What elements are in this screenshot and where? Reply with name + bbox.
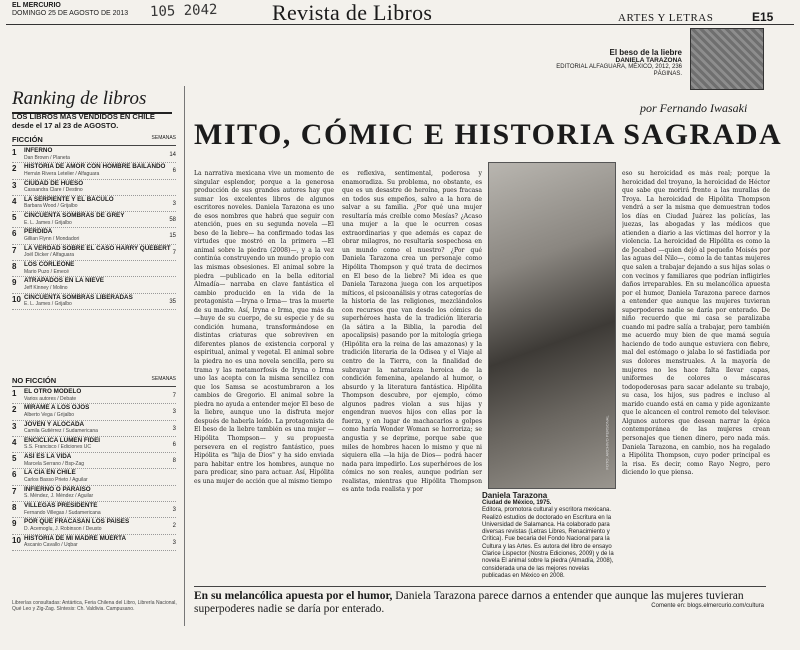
article-column-1: La narrativa mexicana vive un momento de singular esplendor, porque a la generosa producción de sus grandes autores hay que sumar los excelentes libros de algunos escritores noveles. Daniela Tarazona es uno de esos nombres que habrá que seguir con atención, pues en su segunda novela —El beso de la liebre— ha confirmado todas las virtudes que mostró en la primera —El animal sobre la piedra (2008)—, y a la vez continúa construyendo un mundo propio con las mismas obsesiones. El animal sobre la piedra —publicado en la bella editorial Almadía— narraba en clave fantástica el cambio producido en la vida de la protagonista —Iryna o Irma— tras la muerte de su madre. Así, Iryna e Irma, que más da —huye de su cuerpo, de su especie y de su condición humana, transformándose en distintas criaturas que sobreviven en diferentes planos de existencia corporal y espiritual, animal y vegetal. El animal sobre la piedra no es una novela sencilla, pero su trama y las metamorfosis de Iryna o Irma uno las acepta con la misma sencillez con que los Samsa se acostumbraron a los cambios de Gregorio. El animal sobre la piedra no ayuda a entender mejor El beso de la liebre, aunque uno la disfruta mejor después de haberla leído. La protagonista de El beso de la liebre también es una mujer —Hipólita Thompson— y su propuesta persevera en el registro fantástico, pues Hipólita es "hija de Dios" y ha sido enviada para habitar entre los hombres, aunque no para predicar, sino para actuar. Así, Hipólita es una mujer de acción que al mismo tiempo	[194, 170, 334, 485]
fiction-list	[12, 135, 176, 310]
comment-link[interactable]: Comente en: blogs.elmercurio.com/cultura	[651, 603, 764, 609]
page-number: E15	[752, 10, 774, 24]
weeks-count: 2	[172, 523, 176, 530]
ranking-item	[12, 388, 176, 404]
weeks-count: 7	[172, 393, 176, 399]
rank-number: 8	[12, 262, 17, 272]
weeks-count: 3	[172, 539, 176, 546]
weeks-count: 7	[172, 249, 176, 256]
fiction-header	[12, 135, 176, 146]
book-author: Hernán Rivera Letelier / Alfaguara	[24, 170, 100, 177]
ranking-item	[12, 421, 176, 437]
handwritten-note: 105 2042	[149, 1, 218, 21]
book-title: LOS CORLEONE	[24, 261, 75, 269]
weeks-count: 6	[172, 441, 176, 448]
rank-number: 3	[12, 421, 17, 431]
author-photo	[488, 162, 616, 489]
ranking-item	[12, 196, 176, 212]
book-author: S.S. Francisco / Ediciones UC	[24, 444, 91, 451]
rank-number: 5	[12, 454, 17, 464]
rank-number: 1	[12, 389, 17, 398]
book-details: EDITORIAL ALFAGUARA, MÉXICO, 2012, 236 PÁGINAS.	[556, 64, 682, 77]
book-author: S. Méndez, J. Méndez / Aguilar	[24, 493, 94, 500]
rank-number: 9	[12, 519, 17, 529]
book-title: PERDIDA	[24, 228, 53, 236]
weeks-label: SEMANAS	[151, 376, 176, 382]
rank-number: 4	[12, 437, 17, 447]
weeks-count: 3	[172, 200, 176, 207]
ranking-item	[12, 469, 176, 485]
rank-number: 5	[12, 213, 17, 223]
book-title: INFERNO	[24, 147, 53, 154]
nonfiction-header	[12, 376, 176, 387]
issue-date: DOMINGO 25 DE AGOSTO DE 2013	[12, 10, 129, 17]
section-label: ARTES Y LETRAS	[618, 12, 714, 24]
book-author: Jeff Kinney / Molino	[24, 284, 68, 291]
book-title: LA VERDAD SOBRE EL CASO HARRY QUEBERT	[24, 244, 171, 252]
ranking-item	[12, 502, 176, 518]
byline: por Fernando Iwasaki	[640, 101, 748, 115]
rank-number: 6	[12, 229, 17, 239]
ranking-item	[12, 147, 176, 163]
weeks-count: 3	[172, 507, 176, 514]
book-author: Mario Puzo / Emecé	[24, 268, 70, 275]
book-title: HISTORIA DE AMOR CON HOMBRE BAILANDO	[24, 163, 166, 171]
ranking-item	[12, 261, 176, 277]
ranking-item	[12, 404, 176, 420]
weeks-count: 3	[172, 425, 176, 432]
book-title: HISTORIA DE MI MADRE MUERTA	[24, 534, 127, 542]
photo-caption	[482, 491, 617, 580]
book-author: Cassandra Clare / Destino	[24, 187, 83, 194]
fiction-label: FICCIÓN	[12, 135, 43, 144]
rank-number: 10	[12, 294, 21, 304]
book-title: CIUDAD DE HUESO	[24, 179, 84, 187]
book-author: Barbara Wood / Grijalbo	[24, 203, 78, 210]
nonfiction-label: NO FICCIÓN	[12, 376, 57, 385]
caption-name: Daniela Tarazona	[482, 491, 548, 500]
ranking-item	[12, 163, 176, 179]
weeks-count: 8	[172, 458, 176, 465]
ranking-item	[12, 212, 176, 228]
pullquote-rule	[194, 586, 766, 587]
article-column-2: es reflexiva, sentimental, poderosa y enamoradiza. Su problema, no obstante, es que es un desastre de heroína, pues fracasa en todos sus empeños, salvo a la hora de salvar a su familia. ¿Por qué una mujer resultaría más creíble como Mesías? ¿Acaso una mujer a la que le ocurren cosas extraordinarias y que además es capaz de obrar milagros, no resultaría sospechosa en un mundo como el nuestro? ¿Por qué Daniela Tarazona crea un personaje como Hipólita Thompson y qué trata de decirnos en El beso de la liebre? Mi idea es que Daniela Tarazona juega con los arquetipos míticos, el psicoanálisis y otras categorías de la historia de las religiones, mezclándolos con recursos que van desde los cómics de superhéroes hasta de la tradición literaria (la sátira a la Biblia, la parodia del apocalipsis) pasando por la mitología griega (Hipólita era la reina de las amazonas) y la tradición literaria de la Odisea y el Viaje al centro de la Tierra, con la finalidad de subrayar la naturaleza heroica de la condición femenina, apelando al humor, o absurdo y la literatura fantástica. Hipólita Thompson descubre, por ejemplo, cómo algunos padres violan a sus hijas y engendran nuevos hijos con ellas por la fuerza, y en lugar de machacarlos a golpes como haría Wonder Woman se horroriza; se angustia y se deprime, porque sabe que miles de hombres hacen lo mismo y que ni siquiera ella —la hija de Dios— podrá hacer nada para impedirlo. Los superhéroes de los cómics no son reales, aunque podrían ser realistas, mientras que Hipólita Thompson es ante toda realista y por	[342, 170, 482, 494]
ranking-item	[12, 277, 176, 293]
book-title: ATRAPADOS EN LA NIEVE	[24, 277, 104, 285]
book-author: D. Acemoglu, J. Robinson / Deusto	[24, 525, 102, 532]
book-title: JOVEN Y ALOCADA	[24, 420, 85, 428]
rank-number: 7	[12, 245, 17, 255]
photo-credit: FOTO: ARCHIVO PERSONAL	[604, 415, 610, 470]
book-author: Ascanio Cavallo / Uqbar	[24, 542, 78, 549]
ranking-item	[12, 518, 176, 534]
book-title: ASÍ ES LA VIDA	[24, 453, 72, 461]
ranking-item	[12, 486, 176, 502]
book-author: Dan Brown / Planeta	[24, 154, 70, 161]
ranking-item	[12, 245, 176, 261]
book-author: E. L. James / Grijalbo	[24, 301, 72, 308]
ranking-subtitle: LOS LIBROS MÁS VENDIDOS EN CHILE desde el 17 al 23 de AGOSTO.	[12, 112, 155, 130]
caption-text: Editora, promotora cultural y escritora mexicana. Realizó estudios de doctorado en Escritura en la Universidad de Salamanca. Ha colaborado para diversas revistas (Letras Libres, Renacimiento y Crítica). Fue becaria del Fondo Nacional para la Cultura y las Artes. Es autora del libro de ensayo Clarice Lispector (Nostra Ediciones, 2009) y de la novela El animal sobre la piedra (Almadía, 2008), considerada una de las mejores novelas publicadas en México en 2008.	[482, 507, 614, 579]
column-divider	[184, 86, 185, 626]
rank-number: 2	[12, 405, 17, 415]
weeks-count: 58	[169, 217, 176, 224]
ranking-item	[12, 453, 176, 469]
paper-name: EL MERCURIO	[12, 2, 61, 9]
ranking-item	[12, 294, 176, 310]
book-author: Carlos Basso Prieto / Aguilar	[24, 476, 88, 483]
book-title: El beso de la liebre	[609, 48, 682, 57]
weeks-count: 6	[172, 168, 176, 175]
rank-number: 3	[12, 180, 17, 190]
book-title: INFIERNO O PARAÍSO	[24, 485, 91, 493]
book-author: Joël Dicker / Alfaguara	[24, 252, 75, 259]
book-author: Gillian Flynn / Mondadori	[24, 235, 80, 242]
section-title: Revista de Libros	[272, 0, 433, 25]
book-author: DANIELA TARAZONA	[615, 57, 682, 64]
ranking-item	[12, 437, 176, 453]
rank-number: 4	[12, 196, 17, 206]
rank-number: 6	[12, 470, 17, 480]
header-rule	[6, 24, 794, 25]
rank-number: 1	[12, 148, 17, 157]
masthead	[12, 2, 128, 18]
rank-number: 10	[12, 535, 21, 545]
caption-place: Ciudad de México, 1975.	[482, 500, 552, 506]
ranking-title: Ranking de libros	[12, 88, 172, 114]
article-column-3: eso su heroicidad es más real; porque la heroicidad del troyano, la heroicidad de Héctor que sabe que morirá frente a las murallas de Troya. La heroicidad de Hipólita Thompson vendrá a ser la misma que demuestran todos los días en Ciudad Juárez las policías, las juezas, las abogadas y las médicos que atienden a diario a las víctimas del horror y la violencia. La heroicidad de Hipólita es como la de Jocabed —quien dejó al pequeño Moisés por las aguas del Nilo—, como la de tantas mujeres que salen a trabajar dejando a sus hijas solas o con vecinos y familiares que podrían infligirles daños irreparables. En su melancólica apuesta por el humor, Daniela Tarazona parece darnos a entender que aunque las mujeres tuvieran superpoderes nadie se daría por enterado. De niño recuerdo que mi casa se paralizaba cuando mi padre salía a trabajar, pero también me acuerdo muy bien de que mamá seguía haciendo de todo aunque estuviera con fiebre, mal del estómago o jalaba lo sé fastidiada por sus dolores menstruales. A la mayoría de mujeres no les hace falta llevar capas, uniformes de colores o máscaras todopoderosas para sacar adelante su trabajo, su casa, los hijos, sus padres e incluso al marido cuando está en cama y pide agonizante que le alcancen el control remoto del televisor. Algunos autores que desean narrar la épica contemporánea de las mujeres crean personajes que tienen dinero, pero nada más. Daniela Tarazona, en cambio, nos ha regalado a Hipólita Thompson, cuyo poder principal es la risa. Es decir, como Rayo Negro, pero diciendo lo que piensa.	[622, 170, 770, 477]
book-author: E. L. James / Grijalbo	[24, 219, 72, 226]
book-author: Camila Gutiérrez / Sudamericana	[24, 428, 98, 435]
book-author: Alberto Vega / Grijalbo	[24, 411, 75, 418]
pullquote-rest: Daniela Tarazona parece darnos a entender que aunque las mujeres tuvieran superpoderes nadie se daría por enterado.	[194, 590, 744, 615]
book-title: ENCÍCLICA LUMEN FIDEI	[24, 436, 101, 444]
weeks-count: 15	[169, 233, 176, 240]
book-title: LA SERPIENTE Y EL BÁCULO	[24, 195, 114, 203]
weeks-count: 14	[169, 152, 176, 158]
rank-number: 2	[12, 164, 17, 174]
ranking-note: Librerías consultadas: Antártica, Feria Chilena del Libro, Librería Nacional, Qué Leo y Zig-Zag. Síntesis: Ch. Valdivia. Campusano.	[12, 600, 177, 612]
ranking-item	[12, 228, 176, 244]
book-info	[556, 48, 682, 78]
weeks-label: SEMANAS	[151, 135, 176, 141]
book-title: EL OTRO MODELO	[24, 388, 82, 395]
rank-number: 8	[12, 503, 17, 513]
book-title: LA CIA EN CHILE	[24, 469, 76, 477]
pullquote-lead: En su melancólica apuesta por el humor,	[194, 590, 393, 602]
nonfiction-list	[12, 376, 176, 551]
rank-number: 7	[12, 486, 17, 496]
book-title: CINCUENTA SOMBRAS DE GREY	[24, 212, 125, 220]
headline: MITO, CÓMIC E HISTORIA SAGRADA	[194, 118, 783, 151]
ranking-item	[12, 535, 176, 551]
rank-number: 9	[12, 278, 17, 288]
book-author: Varios autores / Debate	[24, 395, 77, 402]
book-title: CINCUENTA SOMBRAS LIBERADAS	[24, 293, 133, 301]
weeks-count: 35	[169, 298, 176, 305]
book-author: Marcela Serrano / Bsp-Zag	[24, 460, 85, 467]
book-title: POR QUE FRACASAN LOS PAÍSES	[24, 518, 130, 526]
book-title: VILLEGAS PRESIDENTE	[24, 502, 98, 510]
ranking-item	[12, 180, 176, 196]
book-title: MÍRAME A LOS OJOS	[24, 404, 90, 412]
book-author: Fernando Villegas / Sudamericana	[24, 509, 101, 516]
book-cover-image	[690, 28, 764, 90]
weeks-count: 3	[172, 409, 176, 416]
